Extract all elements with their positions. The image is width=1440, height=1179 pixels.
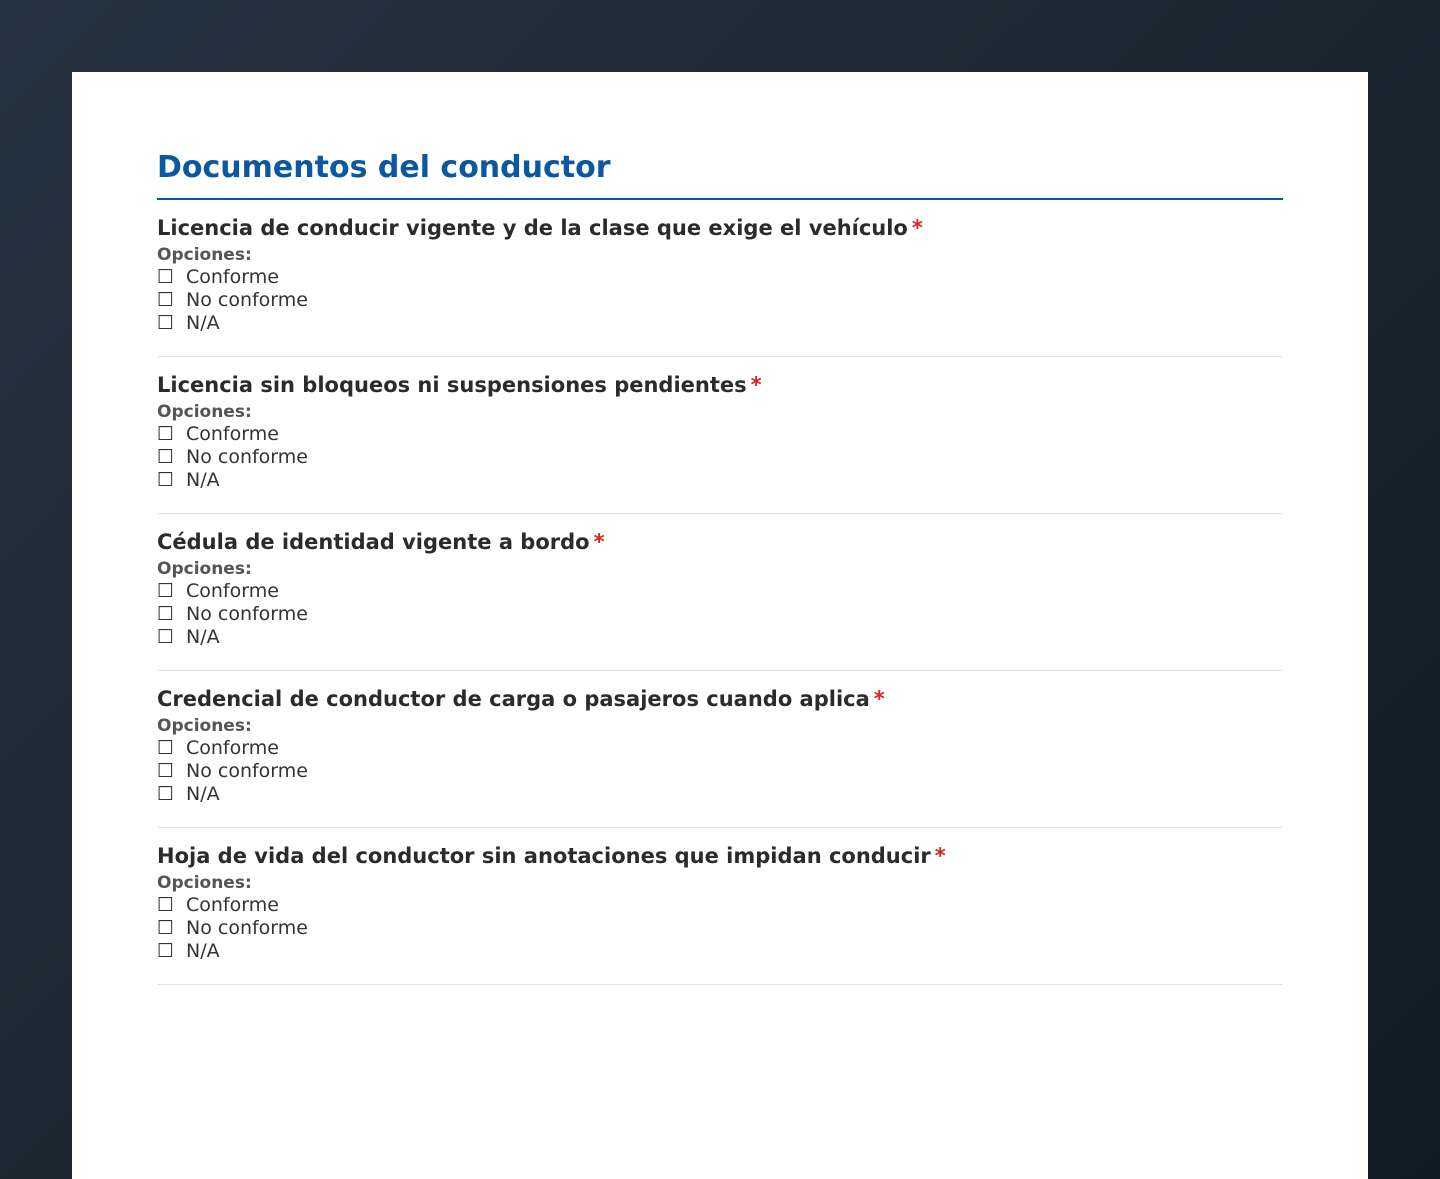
option-label: Conforme bbox=[186, 894, 279, 916]
question-item bbox=[157, 200, 1283, 357]
option-no-conforme[interactable] bbox=[157, 446, 1283, 469]
option-label: No conforme bbox=[186, 289, 308, 311]
options-label: Opciones: bbox=[157, 873, 252, 893]
option-conforme[interactable] bbox=[157, 894, 1283, 917]
question-text: Credencial de conductor de carga o pasajeros cuando aplica bbox=[157, 687, 870, 711]
option-label: No conforme bbox=[186, 603, 308, 625]
question-label bbox=[157, 842, 1283, 870]
checkbox-icon[interactable]: ☐ bbox=[157, 266, 175, 288]
question-label bbox=[157, 214, 1283, 242]
option-label: Conforme bbox=[186, 737, 279, 759]
section-title: Documentos del conductor bbox=[157, 72, 1283, 200]
options-label: Opciones: bbox=[157, 716, 252, 736]
option-no-conforme[interactable] bbox=[157, 760, 1283, 783]
option-label: No conforme bbox=[186, 446, 308, 468]
question-text: Hoja de vida del conductor sin anotaciones que impidan conducir bbox=[157, 844, 931, 868]
checkbox-icon[interactable]: ☐ bbox=[157, 917, 175, 939]
option-no-conforme[interactable] bbox=[157, 917, 1283, 940]
checkbox-icon[interactable]: ☐ bbox=[157, 940, 175, 962]
required-marker: * bbox=[593, 530, 605, 554]
required-marker: * bbox=[873, 687, 885, 711]
checkbox-icon[interactable]: ☐ bbox=[157, 289, 175, 311]
checkbox-icon[interactable]: ☐ bbox=[157, 760, 175, 782]
option-label: N/A bbox=[186, 626, 220, 648]
option-na[interactable] bbox=[157, 626, 1283, 649]
checkbox-icon[interactable]: ☐ bbox=[157, 580, 175, 602]
question-item bbox=[157, 828, 1283, 985]
option-label: N/A bbox=[186, 940, 220, 962]
option-no-conforme[interactable] bbox=[157, 289, 1283, 312]
question-label bbox=[157, 371, 1283, 399]
question-text: Licencia de conducir vigente y de la clase que exige el vehículo bbox=[157, 216, 908, 240]
options-label: Opciones: bbox=[157, 402, 252, 422]
option-conforme[interactable] bbox=[157, 423, 1283, 446]
option-na[interactable] bbox=[157, 312, 1283, 335]
option-label: N/A bbox=[186, 783, 220, 805]
option-label: N/A bbox=[186, 469, 220, 491]
question-label bbox=[157, 685, 1283, 713]
checkbox-icon[interactable]: ☐ bbox=[157, 737, 175, 759]
form-page bbox=[72, 72, 1368, 1179]
question-text: Cédula de identidad vigente a bordo bbox=[157, 530, 590, 554]
checkbox-icon[interactable]: ☐ bbox=[157, 423, 175, 445]
checkbox-icon[interactable]: ☐ bbox=[157, 783, 175, 805]
option-no-conforme[interactable] bbox=[157, 603, 1283, 626]
option-conforme[interactable] bbox=[157, 737, 1283, 760]
required-marker: * bbox=[911, 216, 923, 240]
option-na[interactable] bbox=[157, 940, 1283, 963]
option-conforme[interactable] bbox=[157, 580, 1283, 603]
option-label: Conforme bbox=[186, 266, 279, 288]
options-label: Opciones: bbox=[157, 245, 252, 265]
option-conforme[interactable] bbox=[157, 266, 1283, 289]
question-item bbox=[157, 514, 1283, 671]
options-label: Opciones: bbox=[157, 559, 252, 579]
required-marker: * bbox=[750, 373, 762, 397]
checkbox-icon[interactable]: ☐ bbox=[157, 626, 175, 648]
question-label bbox=[157, 528, 1283, 556]
checkbox-icon[interactable]: ☐ bbox=[157, 469, 175, 491]
option-label: No conforme bbox=[186, 917, 308, 939]
option-na[interactable] bbox=[157, 469, 1283, 492]
option-label: N/A bbox=[186, 312, 220, 334]
option-label: Conforme bbox=[186, 423, 279, 445]
option-label: Conforme bbox=[186, 580, 279, 602]
checkbox-icon[interactable]: ☐ bbox=[157, 446, 175, 468]
question-item bbox=[157, 671, 1283, 828]
option-na[interactable] bbox=[157, 783, 1283, 806]
checkbox-icon[interactable]: ☐ bbox=[157, 312, 175, 334]
required-marker: * bbox=[934, 844, 946, 868]
checkbox-icon[interactable]: ☐ bbox=[157, 894, 175, 916]
question-text: Licencia sin bloqueos ni suspensiones pendientes bbox=[157, 373, 747, 397]
option-label: No conforme bbox=[186, 760, 308, 782]
checkbox-icon[interactable]: ☐ bbox=[157, 603, 175, 625]
question-item bbox=[157, 357, 1283, 514]
